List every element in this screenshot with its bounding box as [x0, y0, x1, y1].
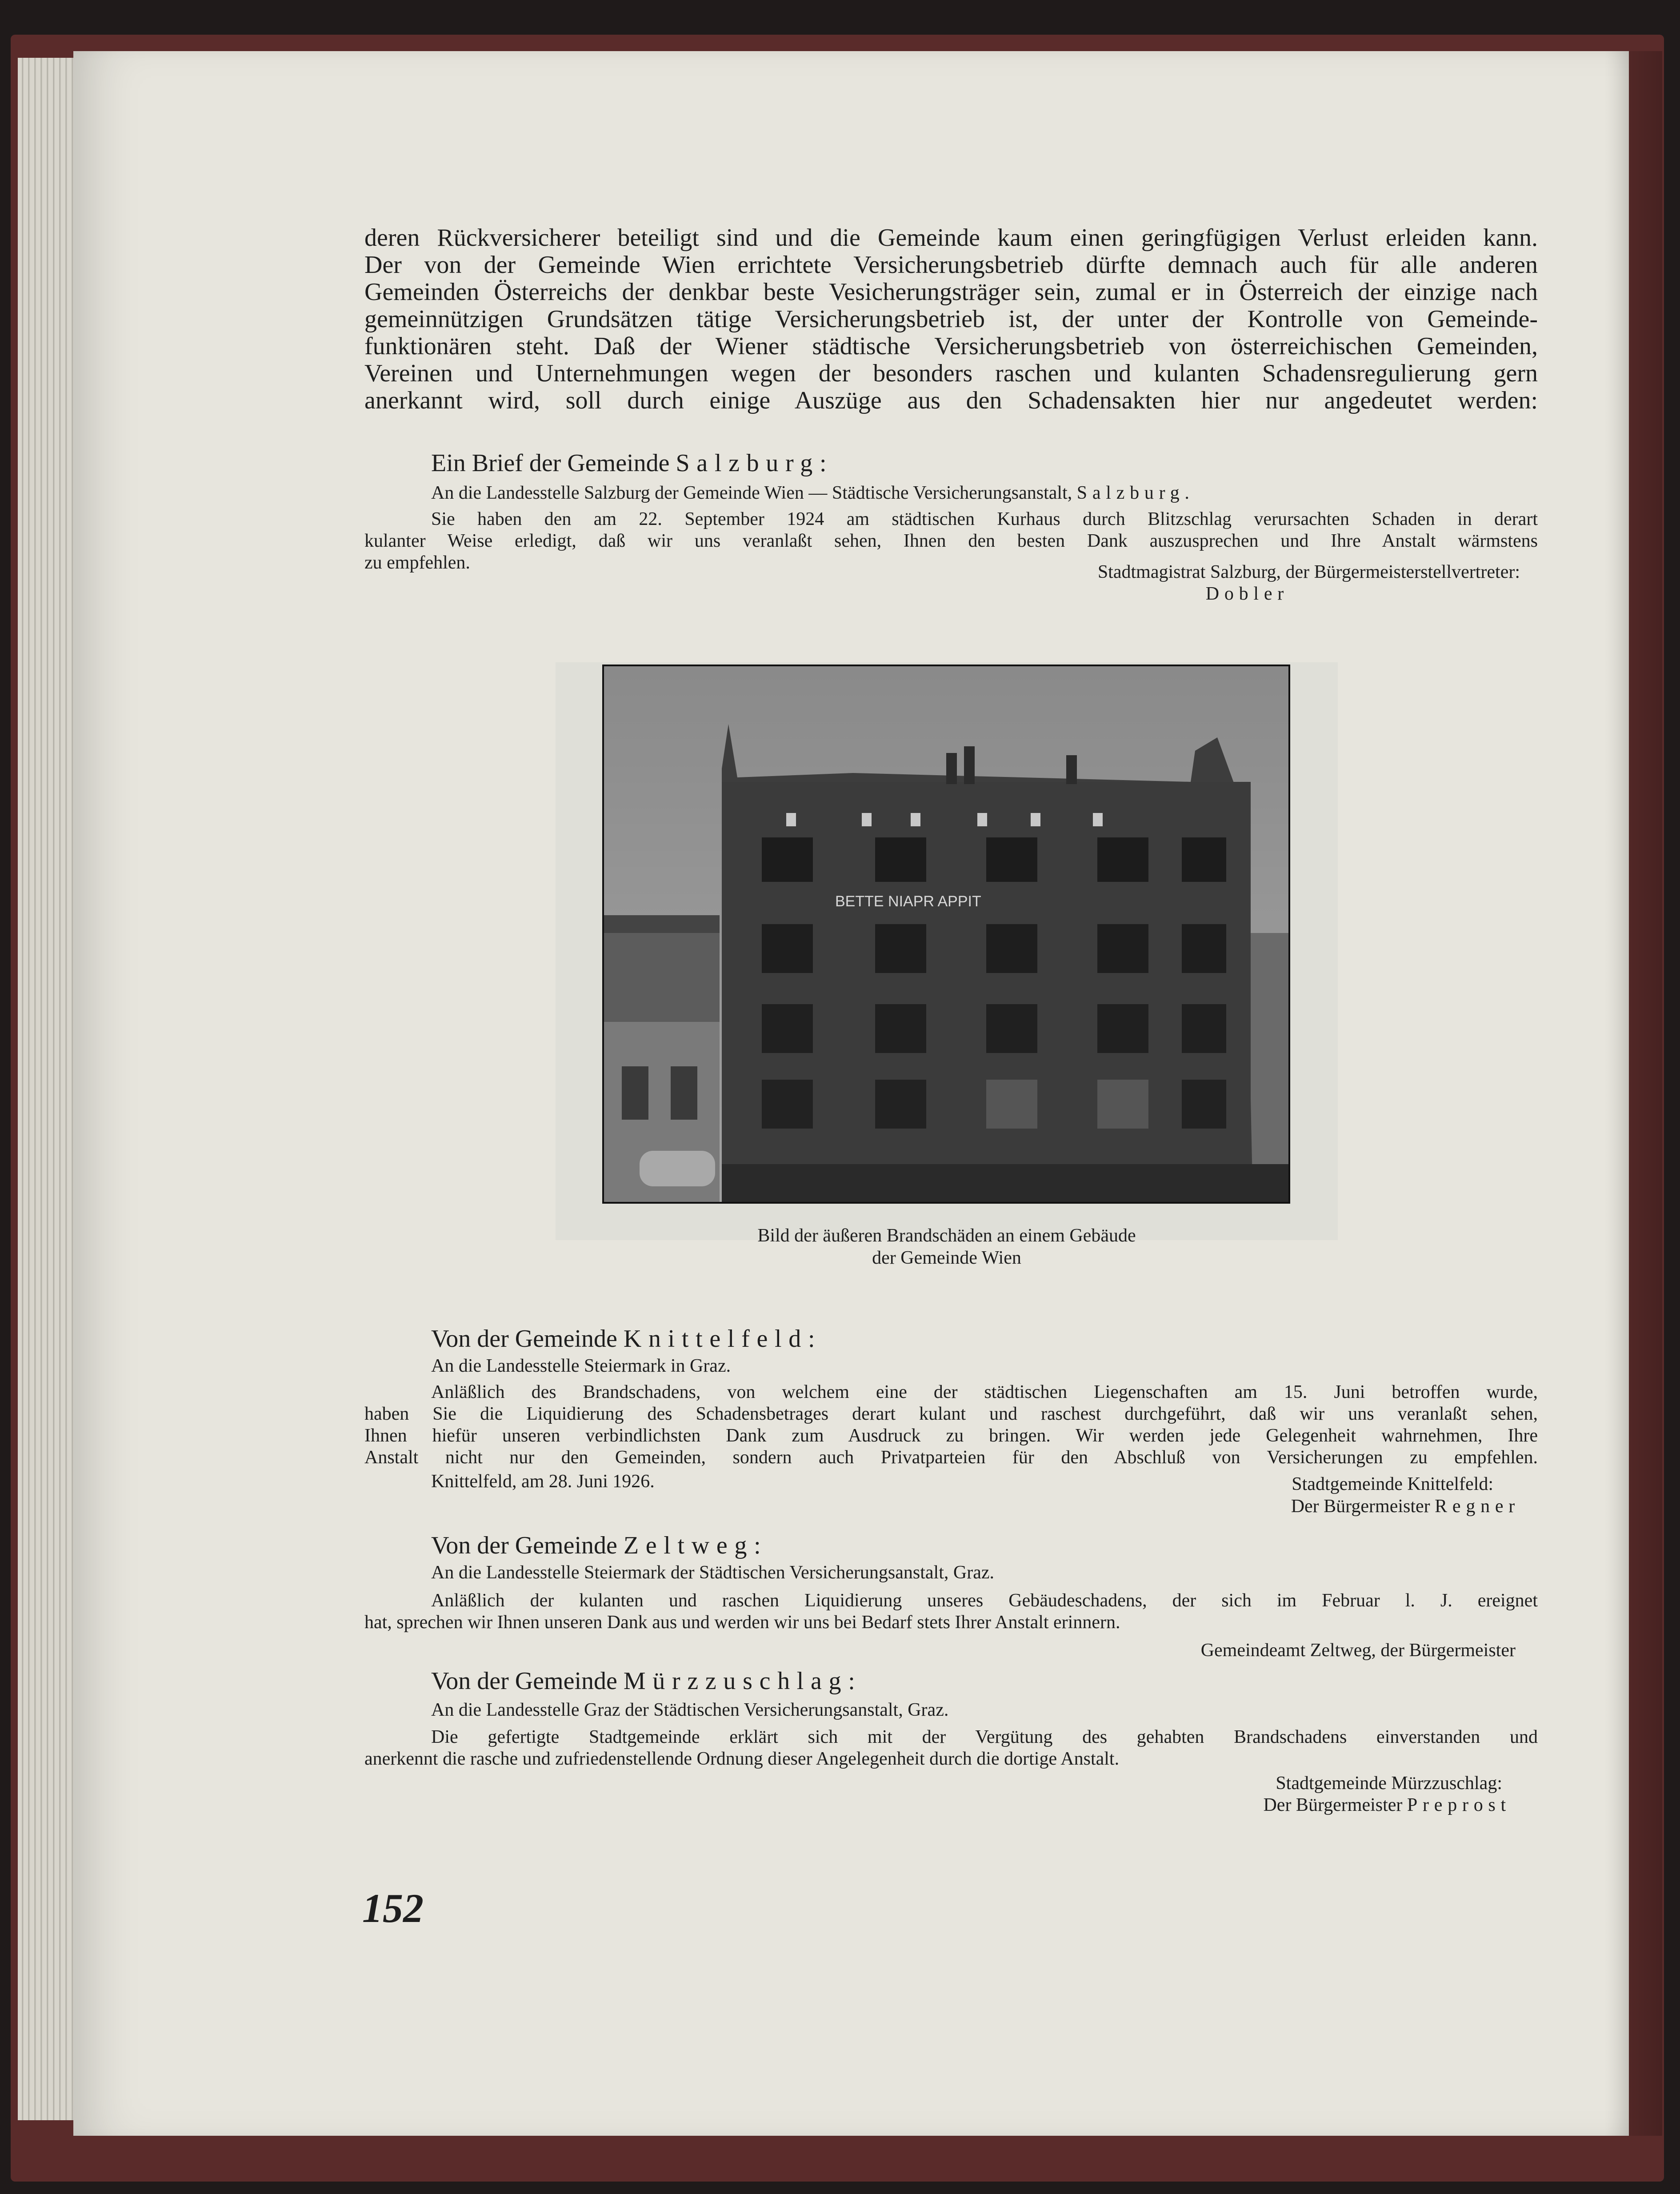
letter-heading [364, 449, 1538, 477]
signature-prefix: Der Bürgermeister [1263, 1795, 1407, 1815]
letter-signature-title: Stadtgemeinde Mürzzuschlag: [1276, 1773, 1502, 1794]
signature-prefix: Der Bürgermeister [1291, 1496, 1435, 1517]
text-line: Anläßlich des Brandschadens, von welchem eine der städtischen Liegenschaften am 15. Juni betroffen wurde, [431, 1382, 1538, 1402]
signature-name: Regner [1435, 1496, 1520, 1517]
letter-heading [364, 1667, 1538, 1695]
letter-date: Knittelfeld, am 28. Juni 1926. [431, 1471, 655, 1492]
heading-prefix: Von der Gemeinde [431, 1325, 624, 1353]
text-line: anerkennt die rasche und zufriedenstellende Ordnung dieser Angelegenheit durch die dortige Anstalt. [364, 1749, 1120, 1769]
text-line: funktionären steht. Daß der Wiener städtische Versicherungsbetrieb von österreichischen Gemeinden, [364, 332, 1538, 360]
letter-text [364, 1590, 1538, 1633]
book-gutter [1604, 51, 1662, 2136]
letter-signature [1291, 1495, 1520, 1517]
letter-address: An die Landesstelle Steiermark der Städtischen Versicherungsanstalt, Graz. [431, 1562, 994, 1583]
building-photo [602, 665, 1290, 1204]
letter-knittelfeld [364, 1325, 1538, 1515]
text-line: kulanter Weise erledigt, daß wir uns veranlaßt sehen, Ihnen den besten Dank auszusprechen und Ihre Anstalt wärmstens [364, 531, 1538, 551]
letter-heading [364, 1325, 1538, 1353]
burned-building-image [604, 666, 1288, 1202]
text-line: Anstalt nicht nur den Gemeinden, sondern auch Privatparteien für den Abschluß von Versicherungen zu empfehlen. [364, 1447, 1538, 1468]
text-line: haben Sie die Liquidierung des Schadensbetrages derart kulant und raschest durchgeführt, daß wir uns veranlaßt sehen, [364, 1404, 1538, 1424]
heading-place: Zeltweg [623, 1532, 754, 1559]
heading-prefix: Ein Brief der Gemeinde [431, 449, 676, 477]
address-place: Salzburg [1076, 483, 1185, 503]
letter-heading [364, 1531, 1538, 1560]
address-suffix: . [1184, 483, 1189, 503]
caption-line: der Gemeinde Wien [872, 1248, 1021, 1268]
letter-signature: Gemeindeamt Zeltweg, der Bürgermeister [1200, 1640, 1516, 1661]
signature-name: Preprost [1407, 1795, 1511, 1815]
letter-signature-name: Dobler [1205, 584, 1289, 604]
text-line: Vereinen und Unternehmungen wegen der besonders raschen und kulanten Schadensregulierung gern [364, 360, 1538, 387]
intro-paragraph [364, 224, 1538, 414]
heading-suffix: : [808, 1325, 815, 1353]
caption-line: Bild der äußeren Brandschäden an einem Gebäude [757, 1225, 1136, 1246]
heading-prefix: Von der Gemeinde [431, 1667, 624, 1695]
text-line: Der von der Gemeinde Wien errichtete Versicherungsbetrieb dürfte demnach auch für alle anderen [364, 251, 1538, 279]
letter-signature-title: Stadtgemeinde Knittelfeld: [1292, 1474, 1493, 1494]
text-line: deren Rückversicherer beteiligt sind und die Gemeinde kaum einen geringfügigen Verlust erleiden kann. [364, 224, 1538, 252]
heading-suffix: : [754, 1532, 761, 1559]
page-number: 152 [362, 1886, 424, 1931]
heading-suffix: : [819, 449, 827, 477]
letter-closing [364, 1470, 1538, 1515]
text-line: hat, sprechen wir Ihnen unseren Dank aus und werden wir uns bei Bedarf stets Ihrer Anstalt erinnern. [364, 1612, 1120, 1633]
letter-muerzzuschlag [364, 1667, 1538, 1816]
heading-place: Salzburg [676, 449, 820, 477]
text-line: Sie haben den am 22. September 1924 am städtischen Kurhaus durch Blitzschlag verursachten Schaden in derart [431, 509, 1538, 529]
building-sign-text: BETTE NIAPR APPIT [835, 893, 981, 910]
letter-zeltweg [364, 1531, 1538, 1662]
letter-signature-title: Stadtmagistrat Salzburg, der Bürgermeisterstellvertreter: [1097, 562, 1520, 582]
text-line: Die gefertigte Stadtgemeinde erklärt sich mit der Vergütung des gehabten Brandschadens einverstanden und [431, 1727, 1538, 1747]
text-line: Anläßlich der kulanten und raschen Liquidierung unseres Gebäudeschadens, der sich im Februar l. J. ereignet [431, 1590, 1538, 1611]
heading-place: Knittelfeld [623, 1325, 808, 1353]
letter-address [364, 482, 1538, 504]
text-line: Gemeinden Österreichs der denkbar beste Vesicherungsträger sein, zumal er in Österreich der einzige nach [364, 278, 1538, 306]
text-line: zu empfehlen. [364, 553, 470, 573]
address-prefix: An die Landesstelle Salzburg der Gemeinde Wien — Städtische Versicherungsanstalt, [431, 483, 1077, 503]
letter-address: An die Landesstelle Steiermark in Graz. [431, 1356, 731, 1376]
heading-place: Mürzzuschlag [623, 1667, 848, 1695]
text-line: gemeinnützigen Grundsätzen tätige Versicherungsbetrieb ist, der unter der Kontrolle von Gemeinde- [364, 305, 1538, 333]
heading-prefix: Von der Gemeinde [431, 1532, 624, 1559]
text-line: Ihnen hiefür unseren verbindlichsten Dank zum Ausdruck zu bringen. Wir werden jede Gelegenheit wahrnehmen, Ihre [364, 1425, 1538, 1446]
letter-text [364, 1381, 1538, 1469]
letter-text [364, 1726, 1538, 1770]
letter-address: An die Landesstelle Graz der Städtischen Versicherungsanstalt, Graz. [431, 1700, 949, 1720]
photo-caption [609, 1225, 1284, 1269]
heading-suffix: : [848, 1667, 855, 1695]
letter-signature [364, 1794, 1538, 1816]
letter-salzburg [364, 449, 1538, 605]
text-line: anerkannt wird, soll durch einige Auszüge aus den Schadensakten hier nur angedeutet werden: [364, 387, 1538, 414]
